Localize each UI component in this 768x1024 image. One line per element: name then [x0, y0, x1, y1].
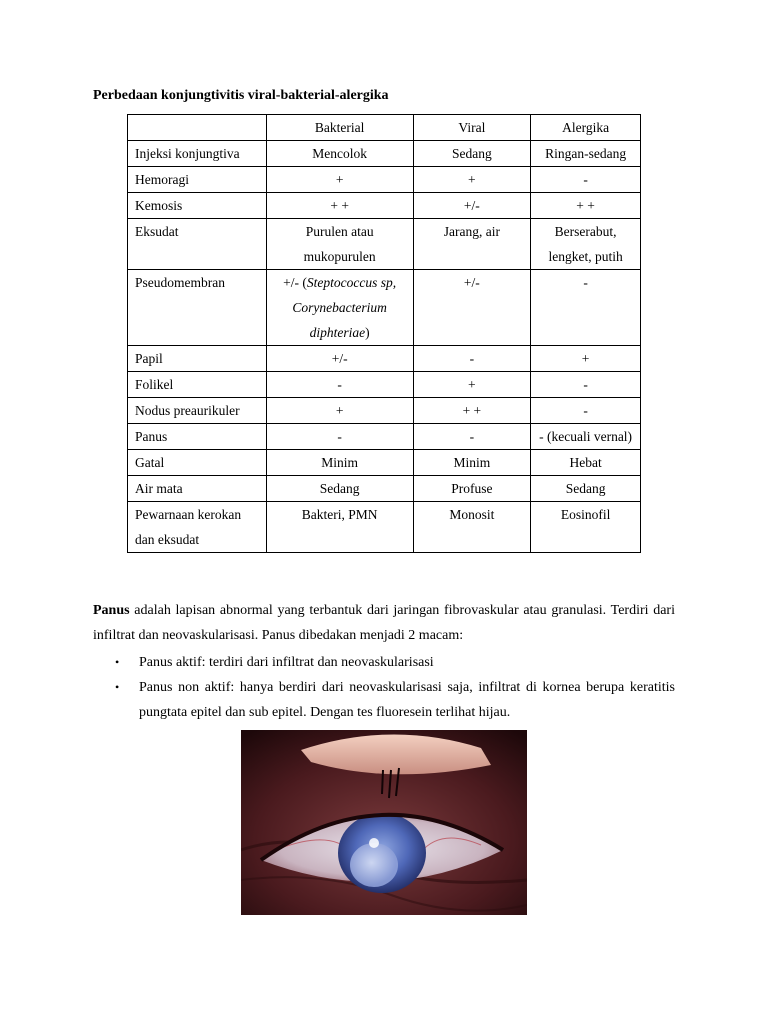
comparison-table [127, 114, 641, 553]
row-label: Hemoragi [128, 167, 267, 193]
cell-viral: Monosit [413, 502, 531, 553]
list-item [93, 650, 675, 675]
table-header-row [128, 115, 641, 141]
cell-viral: Minim [413, 450, 531, 476]
cell-alergika: - (kecuali vernal) [531, 424, 641, 450]
bullet-icon: • [115, 680, 120, 694]
cell-alergika: - [531, 167, 641, 193]
cell-alergika: - [531, 270, 641, 346]
row-label: Nodus preaurikuler [128, 398, 267, 424]
table-row [128, 398, 641, 424]
cell-bakterial: + + [266, 193, 413, 219]
bullet-icon: • [115, 655, 120, 669]
cell-viral: Sedang [413, 141, 531, 167]
cell-bakterial: Minim [266, 450, 413, 476]
eye-photo [241, 730, 527, 915]
cell-bakterial: Sedang [266, 476, 413, 502]
header-cell [128, 115, 267, 141]
cell-alergika: - [531, 372, 641, 398]
table-row [128, 193, 641, 219]
cell-bakterial: - [266, 424, 413, 450]
page-title: Perbedaan konjungtivitis viral-bakterial-alergika [93, 88, 389, 103]
cell-viral: + + [413, 398, 531, 424]
row-label: Eksudat [128, 219, 267, 270]
cell-bakterial: Bakteri, PMN [266, 502, 413, 553]
cell-alergika: - [531, 398, 641, 424]
table-row [128, 372, 641, 398]
header-cell-alergika: Alergika [531, 115, 641, 141]
panus-types-list [93, 650, 675, 725]
panus-paragraph [93, 598, 675, 648]
list-item [93, 675, 675, 725]
cell-alergika: + [531, 346, 641, 372]
table-row [128, 424, 641, 450]
cell-alergika: Berserabut, lengket, putih [531, 219, 641, 270]
row-label: Kemosis [128, 193, 267, 219]
cell-alergika: Sedang [531, 476, 641, 502]
list-item-text: Panus aktif: terdiri dari infiltrat dan neovaskularisasi [139, 655, 434, 670]
cell-viral: Profuse [413, 476, 531, 502]
cell-alergika: Ringan-sedang [531, 141, 641, 167]
cell-bakterial: + [266, 167, 413, 193]
panus-term: Panus [93, 603, 130, 618]
header-cell-bakterial: Bakterial [266, 115, 413, 141]
table-row [128, 167, 641, 193]
cell-alergika: Eosinofil [531, 502, 641, 553]
cell-suffix: ) [365, 325, 370, 340]
table-row [128, 346, 641, 372]
list-item-text: Panus non aktif: hanya berdiri dari neovaskularisasi saja, infiltrat di kornea berupa keratitis pungtata epitel dan sub epitel. Dengan tes fluoresein terlihat hijau. [139, 680, 675, 720]
cell-alergika: Hebat [531, 450, 641, 476]
cell-bakterial: + [266, 398, 413, 424]
row-label: Folikel [128, 372, 267, 398]
cell-viral: - [413, 424, 531, 450]
row-label: Papil [128, 346, 267, 372]
cell-bakterial: - [266, 372, 413, 398]
row-label: Air mata [128, 476, 267, 502]
row-label: Injeksi konjungtiva [128, 141, 267, 167]
row-label: Panus [128, 424, 267, 450]
cell-viral: - [413, 346, 531, 372]
table-row [128, 450, 641, 476]
table-row [128, 270, 641, 346]
cell-prefix: +/- ( [283, 275, 307, 290]
cell-viral: +/- [413, 193, 531, 219]
panus-definition: adalah lapisan abnormal yang terbantuk dari jaringan fibrovaskular atau granulasi. Terdiri dari infiltrat dan neovaskularisasi. Panus dibedakan menjadi 2 macam: [93, 603, 675, 643]
cell-bakterial: +/- [266, 346, 413, 372]
cell-bakterial: Mencolok [266, 141, 413, 167]
cell-viral: Jarang, air [413, 219, 531, 270]
cell-viral: + [413, 372, 531, 398]
table-row [128, 476, 641, 502]
cell-viral: +/- [413, 270, 531, 346]
cell-viral: + [413, 167, 531, 193]
row-label: Gatal [128, 450, 267, 476]
cell-bakterial [266, 270, 413, 346]
cell-bakterial: Purulen atau mukopurulen [266, 219, 413, 270]
cell-alergika: + + [531, 193, 641, 219]
table-row [128, 502, 641, 553]
row-label: Pewarnaan kerokan dan eksudat [128, 502, 267, 553]
table-row [128, 219, 641, 270]
organism-names: Steptococcus sp, Corynebacterium diphteriae [292, 275, 397, 340]
row-label: Pseudomembran [128, 270, 267, 346]
table-row [128, 141, 641, 167]
eye-illustration [241, 730, 527, 915]
header-cell-viral: Viral [413, 115, 531, 141]
